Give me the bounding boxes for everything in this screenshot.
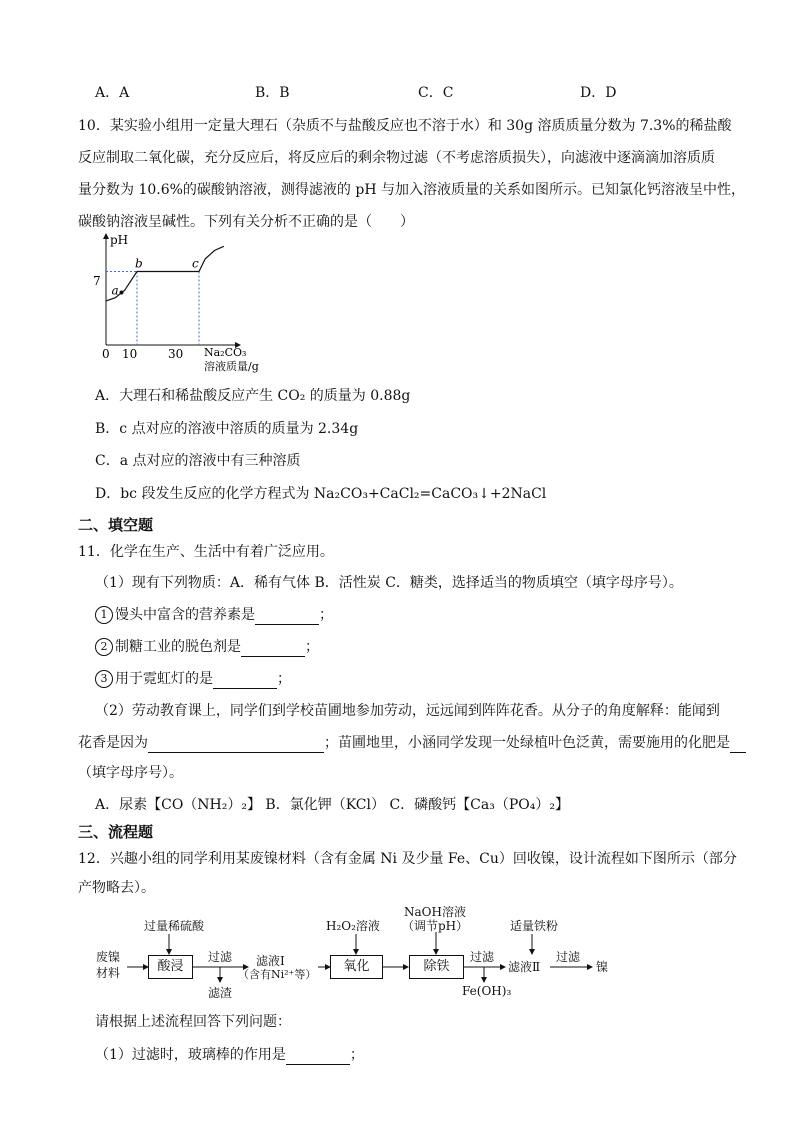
flow-naoh: NaOH溶液 [404, 905, 466, 919]
q10-option-a: A．大理石和稀盐酸反应产生 CO₂ 的质量为 0.88g [95, 388, 411, 404]
x-tick-0: 0 [102, 347, 110, 361]
flow-iron-powder: 适量铁粉 [510, 919, 559, 933]
q11-part1: （1）现有下列物质：A．稀有气体 B．活性炭 C．糖类，选择适当的物质填空（填字母序号）。 [95, 575, 683, 591]
point-label-c: c [192, 256, 199, 271]
q11-item-1: 1 馒头中富含的营养素是 ； [95, 605, 333, 625]
q10-line-1: 10．某实验小组用一定量大理石（杂质不与盐酸反应也不溶于水）和 30g 溶质质量分数为 7.3%的稀盐酸 [78, 118, 732, 134]
q12-line-2: 产物略去）。 [78, 880, 155, 896]
q10-option-c: C．a 点对应的溶液中有三种溶质 [95, 453, 301, 469]
q10-option-b: B．c 点对应的溶液中溶质的质量为 2.34g [95, 421, 359, 437]
q11-part2-line2: 花香是因为 ；苗圃地里，小涵同学发现一处绿植叶色泛黄，需要施用的化肥是 [78, 733, 746, 753]
x-tick-30: 30 [168, 347, 184, 361]
circled-number-2: 2 [95, 638, 113, 656]
flow-start-1: 废镍 [96, 950, 121, 964]
q11-choices: A．尿素【CO（NH₂）₂】 B．氯化钾（KCl） C．磷酸钙【Ca₃（PO₄）₂】 [95, 797, 569, 813]
section-flow: 三、流程题 [78, 823, 154, 841]
x-axis-label: Na₂CO₃ [204, 346, 247, 359]
q12-sub1: （1）过滤时，玻璃棒的作用是 ； [95, 1047, 364, 1063]
answer-blank-2[interactable] [241, 640, 305, 657]
q11-part2-line1: （2）劳动教育课上，同学们到学校苗圃地参加劳动，远远闻到阵阵花香。从分子的角度解释：能闻到 [95, 703, 720, 719]
flow-product-nickel: 镍 [596, 960, 609, 974]
point-label-a: a [111, 283, 119, 298]
ph-curve [106, 246, 224, 301]
q11-title: 11．化学在生产、生活中有着广泛应用。 [78, 544, 334, 560]
flow-h2o2: H₂O₂溶液 [326, 919, 380, 933]
circled-number-1: 1 [95, 606, 113, 624]
q12-line-1: 12．兴趣小组的同学利用某废镍材料（含有金属 Ni 及少量 Fe、Cu）回收镍，设计流程如下图所示（部分 [78, 851, 737, 867]
option-d-prev: D．D [580, 85, 617, 101]
flow-start-2: 材料 [96, 966, 121, 980]
y-tick-7: 7 [93, 274, 101, 288]
flow-filtrate-1-note: （含有Ni²⁺等） [238, 968, 317, 981]
answer-blank-1[interactable] [255, 608, 319, 625]
flow-box-iron-removal: 除铁 [409, 955, 464, 979]
q10-line-3: 量分数为 10.6%的碳酸钠溶液，测得滤液的 pH 与加入溶液质量的关系如图所示。已知氯化钙溶液呈中性， [78, 182, 745, 198]
q12-prompt: 请根据上述流程回答下列问题： [95, 1014, 291, 1030]
x-axis-label-2: 溶液质量/g [204, 360, 259, 373]
answer-blank-5[interactable] [730, 736, 746, 753]
flow-filtrate-2: 滤液Ⅱ [508, 960, 541, 974]
x-tick-10: 10 [122, 347, 138, 361]
option-a-prev: A．A [95, 85, 130, 101]
ph-chart [88, 230, 259, 380]
flow-filtrate-1: 滤液Ⅰ [256, 954, 285, 968]
section-fill-in: 二、填空题 [78, 516, 154, 534]
flow-acid-label: 过量稀硫酸 [144, 919, 205, 933]
answer-blank-4[interactable] [148, 736, 324, 753]
q11-item-3: 3 用于霓虹灯的是 ； [95, 669, 291, 689]
q10-line-4: 碳酸钠溶液呈碱性。下列有关分析不正确的是（ ） [78, 214, 414, 230]
q11-part2-line3: （填字母序号）。 [78, 765, 183, 781]
flow-filter-3: 过滤 [556, 950, 581, 964]
option-b-prev: B．B [255, 85, 290, 101]
answer-blank-3[interactable] [213, 672, 277, 689]
point-label-b: b [135, 256, 143, 271]
flow-box-acid-leach: 酸浸 [148, 955, 193, 979]
answer-blank-6[interactable] [286, 1048, 350, 1065]
circled-number-3: 3 [95, 670, 113, 688]
q10-line-2: 反应制取二氧化碳，充分反应后，将反应后的剩余物过滤（不考虑溶质损失），向滤液中逐滴滴加溶质质 [78, 150, 715, 166]
q11-item-2: 2 制糖工业的脱色剂是 ； [95, 637, 319, 657]
flow-filter-1: 过滤 [208, 950, 233, 964]
q10-option-d: D．bc 段发生反应的化学方程式为 Na₂CO₃+CaCl₂=CaCO₃↓+2NaCl [95, 486, 547, 502]
option-c-prev: C．C [418, 85, 454, 101]
point-a-marker [120, 291, 124, 295]
flow-filter-2: 过滤 [470, 950, 495, 964]
flow-naoh-note: （调节pH） [402, 919, 469, 933]
flow-box-oxidation: 氧化 [330, 955, 383, 979]
y-axis-label: pH [110, 233, 129, 247]
flow-residue: 滤渣 [208, 986, 233, 1000]
flow-feoh3: Fe(OH)₃ [462, 984, 512, 998]
